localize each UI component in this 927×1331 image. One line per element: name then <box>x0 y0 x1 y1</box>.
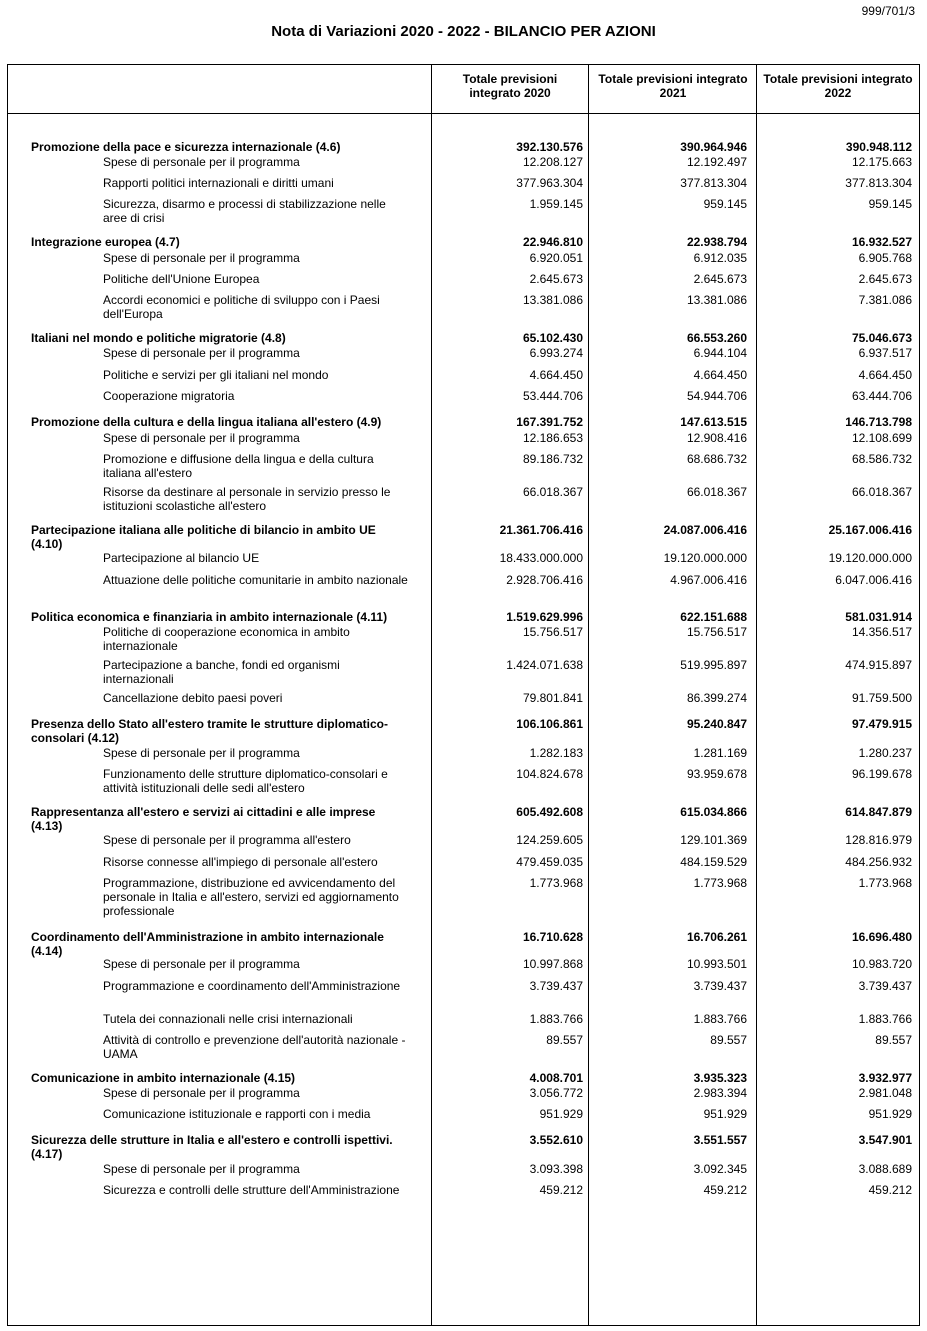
row-value-2021: 6.912.035 <box>693 251 747 265</box>
row-value-2021: 54.944.706 <box>686 389 747 403</box>
column-header-2021: Totale previsioni integrato 2021 <box>598 72 748 100</box>
program-row <box>8 523 919 551</box>
row-value-2022: 484.256.932 <box>845 855 912 869</box>
row-label: Rappresentanza all'estero e servizi ai cittadini e alle imprese (4.13) <box>31 805 376 833</box>
row-value-2022: 10.983.720 <box>851 957 912 971</box>
row-value-2020: 1.773.968 <box>529 876 583 890</box>
row-value-2021: 66.018.367 <box>686 485 747 499</box>
row-label: Politiche e servizi per gli italiani nel mondo <box>103 368 329 382</box>
row-label: Spese di personale per il programma <box>103 957 300 971</box>
header-divider <box>8 113 919 114</box>
action-row <box>8 452 919 480</box>
row-value-2021: 1.883.766 <box>693 1012 747 1026</box>
row-value-2020: 22.946.810 <box>522 235 583 249</box>
row-label: Attività di controllo e prevenzione dell'autorità nazionale - UAMA <box>103 1033 406 1061</box>
action-row <box>8 431 919 445</box>
action-row <box>8 251 919 265</box>
row-label: Spese di personale per il programma <box>103 155 300 169</box>
row-value-2021: 10.993.501 <box>686 957 747 971</box>
row-label: Politica economica e finanziaria in ambito internazionale (4.11) <box>31 610 388 624</box>
row-value-2020: 3.056.772 <box>529 1086 583 1100</box>
row-value-2020: 21.361.706.416 <box>499 523 583 537</box>
row-label: Promozione della pace e sicurezza internazionale (4.6) <box>31 140 341 154</box>
action-row <box>8 573 919 587</box>
action-row <box>8 485 919 513</box>
action-row <box>8 833 919 847</box>
row-value-2021: 147.613.515 <box>680 415 747 429</box>
row-value-2020: 377.963.304 <box>516 176 583 190</box>
row-value-2020: 951.929 <box>539 1107 583 1121</box>
row-value-2020: 1.282.183 <box>529 746 583 760</box>
row-value-2021: 2.983.394 <box>693 1086 747 1100</box>
program-row <box>8 717 919 745</box>
row-label: Spese di personale per il programma <box>103 1162 300 1176</box>
row-value-2021: 4.664.450 <box>693 368 747 382</box>
row-value-2021: 390.964.946 <box>680 140 747 154</box>
row-label: Sicurezza e controlli delle strutture dell'Amministrazione <box>103 1183 400 1197</box>
row-value-2022: 66.018.367 <box>851 485 912 499</box>
row-value-2021: 89.557 <box>710 1033 747 1047</box>
row-value-2022: 6.905.768 <box>858 251 912 265</box>
program-row <box>8 1133 919 1161</box>
row-label: Attuazione delle politiche comunitarie in ambito nazionale <box>103 573 408 587</box>
row-value-2020: 2.645.673 <box>529 272 583 286</box>
program-row <box>8 610 919 624</box>
row-value-2022: 16.696.480 <box>851 930 912 944</box>
row-value-2020: 124.259.605 <box>516 833 583 847</box>
action-row <box>8 197 919 225</box>
row-value-2022: 2.981.048 <box>858 1086 912 1100</box>
action-row <box>8 551 919 565</box>
row-value-2020: 459.212 <box>539 1183 583 1197</box>
row-value-2022: 96.199.678 <box>851 767 912 781</box>
row-value-2021: 3.935.323 <box>693 1071 747 1085</box>
row-label: Politiche dell'Unione Europea <box>103 272 260 286</box>
row-value-2022: 1.883.766 <box>858 1012 912 1026</box>
row-value-2022: 3.739.437 <box>858 979 912 993</box>
action-row <box>8 767 919 795</box>
row-label: Spese di personale per il programma <box>103 1086 300 1100</box>
action-row <box>8 272 919 286</box>
row-value-2020: 106.106.861 <box>516 717 583 731</box>
row-value-2022: 89.557 <box>875 1033 912 1047</box>
row-value-2020: 18.433.000.000 <box>499 551 583 565</box>
row-label: Partecipazione a banche, fondi ed organismi internazionali <box>103 658 340 686</box>
row-value-2020: 392.130.576 <box>516 140 583 154</box>
action-row <box>8 1086 919 1100</box>
row-value-2022: 14.356.517 <box>851 625 912 639</box>
row-value-2022: 1.773.968 <box>858 876 912 890</box>
row-value-2022: 1.280.237 <box>858 746 912 760</box>
row-value-2020: 15.756.517 <box>522 625 583 639</box>
row-label: Cooperazione migratoria <box>103 389 235 403</box>
row-value-2020: 1.424.071.638 <box>506 658 583 672</box>
row-value-2022: 19.120.000.000 <box>828 551 912 565</box>
program-row <box>8 805 919 833</box>
action-row <box>8 1012 919 1026</box>
row-value-2020: 89.557 <box>546 1033 583 1047</box>
row-value-2020: 6.993.274 <box>529 346 583 360</box>
row-value-2020: 3.739.437 <box>529 979 583 993</box>
row-label: Sicurezza, disarmo e processi di stabilizzazione nelle aree di crisi <box>103 197 386 225</box>
row-value-2022: 3.932.977 <box>858 1071 912 1085</box>
row-value-2022: 25.167.006.416 <box>828 523 912 537</box>
row-value-2021: 4.967.006.416 <box>670 573 747 587</box>
row-value-2022: 97.479.915 <box>851 717 912 731</box>
row-value-2021: 16.706.261 <box>686 930 747 944</box>
row-value-2020: 3.093.398 <box>529 1162 583 1176</box>
row-value-2020: 605.492.608 <box>516 805 583 819</box>
row-value-2022: 377.813.304 <box>845 176 912 190</box>
row-value-2020: 65.102.430 <box>522 331 583 345</box>
row-value-2021: 24.087.006.416 <box>663 523 747 537</box>
row-value-2021: 951.929 <box>703 1107 747 1121</box>
row-value-2022: 951.929 <box>868 1107 912 1121</box>
row-label: Coordinamento dell'Amministrazione in ambito internazionale (4.14) <box>31 930 384 958</box>
row-value-2020: 89.186.732 <box>522 452 583 466</box>
budget-table <box>7 64 920 1326</box>
action-row <box>8 658 919 686</box>
program-row <box>8 331 919 345</box>
row-value-2022: 12.175.663 <box>851 155 912 169</box>
row-value-2020: 4.008.701 <box>529 1071 583 1085</box>
action-row <box>8 1183 919 1197</box>
row-value-2022: 2.645.673 <box>858 272 912 286</box>
program-row <box>8 140 919 154</box>
row-label: Integrazione europea (4.7) <box>31 235 180 249</box>
row-value-2022: 91.759.500 <box>851 691 912 705</box>
action-row <box>8 746 919 760</box>
column-header-2020: Totale previsioni integrato 2020 <box>462 72 558 100</box>
row-value-2022: 6.047.006.416 <box>835 573 912 587</box>
row-value-2020: 66.018.367 <box>522 485 583 499</box>
row-value-2021: 1.281.169 <box>693 746 747 760</box>
row-label: Politiche di cooperazione economica in ambito internazionale <box>103 625 350 653</box>
row-value-2022: 581.031.914 <box>845 610 912 624</box>
action-row <box>8 293 919 321</box>
row-value-2022: 16.932.527 <box>851 235 912 249</box>
row-value-2021: 959.145 <box>703 197 747 211</box>
row-value-2021: 86.399.274 <box>686 691 747 705</box>
row-label: Spese di personale per il programma <box>103 251 300 265</box>
row-value-2021: 68.686.732 <box>686 452 747 466</box>
action-row <box>8 1033 919 1061</box>
row-value-2020: 4.664.450 <box>529 368 583 382</box>
row-value-2022: 390.948.112 <box>845 140 912 154</box>
program-row <box>8 930 919 958</box>
row-value-2022: 146.713.798 <box>845 415 912 429</box>
row-value-2022: 959.145 <box>868 197 912 211</box>
row-label: Risorse connesse all'impiego di personale all'estero <box>103 855 378 869</box>
row-label: Programmazione e coordinamento dell'Amministrazione <box>103 979 401 993</box>
row-value-2021: 6.944.104 <box>693 346 747 360</box>
row-label: Rapporti politici internazionali e diritti umani <box>103 176 334 190</box>
row-label: Spese di personale per il programma <box>103 346 300 360</box>
row-value-2021: 519.995.897 <box>680 658 747 672</box>
row-value-2020: 3.552.610 <box>529 1133 583 1147</box>
row-label: Partecipazione al bilancio UE <box>103 551 260 565</box>
row-value-2021: 12.192.497 <box>686 155 747 169</box>
action-row <box>8 155 919 169</box>
row-value-2020: 1.883.766 <box>529 1012 583 1026</box>
row-value-2021: 93.959.678 <box>686 767 747 781</box>
row-value-2020: 1.959.145 <box>529 197 583 211</box>
row-value-2021: 377.813.304 <box>680 176 747 190</box>
row-value-2021: 3.092.345 <box>693 1162 747 1176</box>
action-row <box>8 368 919 382</box>
row-value-2021: 19.120.000.000 <box>663 551 747 565</box>
action-row <box>8 625 919 653</box>
row-value-2021: 12.908.416 <box>686 431 747 445</box>
row-label: Spese di personale per il programma all'estero <box>103 833 351 847</box>
page-code: 999/701/3 <box>861 4 915 18</box>
document-title: Nota di Variazioni 2020 - 2022 - BILANCIO PER AZIONI <box>271 23 656 40</box>
row-label: Spese di personale per il programma <box>103 746 300 760</box>
row-value-2020: 10.997.868 <box>522 957 583 971</box>
row-value-2021: 484.159.529 <box>680 855 747 869</box>
row-value-2022: 68.586.732 <box>851 452 912 466</box>
row-label: Funzionamento delle strutture diplomatico-consolari e attività istituzionali delle sedi all'estero <box>103 767 388 795</box>
row-value-2020: 479.459.035 <box>516 855 583 869</box>
action-row <box>8 876 919 918</box>
row-value-2022: 614.847.879 <box>845 805 912 819</box>
row-value-2021: 2.645.673 <box>693 272 747 286</box>
row-label: Partecipazione italiana alle politiche di bilancio in ambito UE (4.10) <box>31 523 376 551</box>
row-value-2022: 459.212 <box>868 1183 912 1197</box>
row-value-2022: 474.915.897 <box>845 658 912 672</box>
row-label: Comunicazione istituzionale e rapporti con i media <box>103 1107 371 1121</box>
row-value-2020: 167.391.752 <box>516 415 583 429</box>
row-value-2021: 66.553.260 <box>686 331 747 345</box>
row-label: Italiani nel mondo e politiche migratorie (4.8) <box>31 331 286 345</box>
program-row <box>8 235 919 249</box>
row-label: Cancellazione debito paesi poveri <box>103 691 283 705</box>
row-value-2021: 3.551.557 <box>693 1133 747 1147</box>
row-label: Comunicazione in ambito internazionale (4.15) <box>31 1071 296 1085</box>
row-label: Programmazione, distribuzione ed avvicendamento del personale in Italia e all'estero, servizi ed aggiornamento professionale <box>103 876 399 918</box>
row-value-2022: 6.937.517 <box>858 346 912 360</box>
action-row <box>8 389 919 403</box>
row-value-2021: 3.739.437 <box>693 979 747 993</box>
row-value-2020: 16.710.628 <box>522 930 583 944</box>
action-row <box>8 176 919 190</box>
row-value-2021: 622.151.688 <box>680 610 747 624</box>
row-value-2021: 95.240.847 <box>686 717 747 731</box>
row-value-2022: 12.108.699 <box>851 431 912 445</box>
row-value-2020: 2.928.706.416 <box>506 573 583 587</box>
row-label: Risorse da destinare al personale in servizio presso le istituzioni scolastiche all'estero <box>103 485 391 513</box>
row-value-2022: 4.664.450 <box>858 368 912 382</box>
row-value-2021: 615.034.866 <box>680 805 747 819</box>
action-row <box>8 691 919 705</box>
row-value-2020: 1.519.629.996 <box>506 610 583 624</box>
row-value-2022: 3.088.689 <box>858 1162 912 1176</box>
column-header-2022: Totale previsioni integrato 2022 <box>763 72 913 100</box>
row-value-2021: 1.773.968 <box>693 876 747 890</box>
row-value-2022: 128.816.979 <box>845 833 912 847</box>
row-label: Accordi economici e politiche di sviluppo con i Paesi dell'Europa <box>103 293 380 321</box>
row-value-2021: 13.381.086 <box>686 293 747 307</box>
action-row <box>8 346 919 360</box>
row-label: Spese di personale per il programma <box>103 431 300 445</box>
row-value-2022: 63.444.706 <box>851 389 912 403</box>
row-value-2021: 15.756.517 <box>686 625 747 639</box>
row-value-2020: 12.208.127 <box>522 155 583 169</box>
row-label: Sicurezza delle strutture in Italia e all'estero e controlli ispettivi. (4.17) <box>31 1133 393 1161</box>
row-value-2021: 129.101.369 <box>680 833 747 847</box>
action-row <box>8 1162 919 1176</box>
row-label: Presenza dello Stato all'estero tramite le strutture diplomatico-consolari (4.12) <box>31 717 388 745</box>
row-value-2020: 79.801.841 <box>522 691 583 705</box>
program-row <box>8 415 919 429</box>
program-row <box>8 1071 919 1085</box>
row-value-2020: 13.381.086 <box>522 293 583 307</box>
row-value-2021: 22.938.794 <box>686 235 747 249</box>
row-value-2022: 3.547.901 <box>858 1133 912 1147</box>
action-row <box>8 1107 919 1121</box>
row-value-2020: 6.920.051 <box>529 251 583 265</box>
row-label: Promozione e diffusione della lingua e della cultura italiana all'estero <box>103 452 374 480</box>
row-value-2022: 75.046.673 <box>851 331 912 345</box>
row-label: Promozione della cultura e della lingua italiana all'estero (4.9) <box>31 415 382 429</box>
action-row <box>8 957 919 971</box>
row-value-2020: 12.186.653 <box>522 431 583 445</box>
row-value-2022: 7.381.086 <box>858 293 912 307</box>
action-row <box>8 855 919 869</box>
row-label: Tutela dei connazionali nelle crisi internazionali <box>103 1012 353 1026</box>
row-value-2021: 459.212 <box>703 1183 747 1197</box>
action-row <box>8 979 919 993</box>
row-value-2020: 53.444.706 <box>522 389 583 403</box>
row-value-2020: 104.824.678 <box>516 767 583 781</box>
